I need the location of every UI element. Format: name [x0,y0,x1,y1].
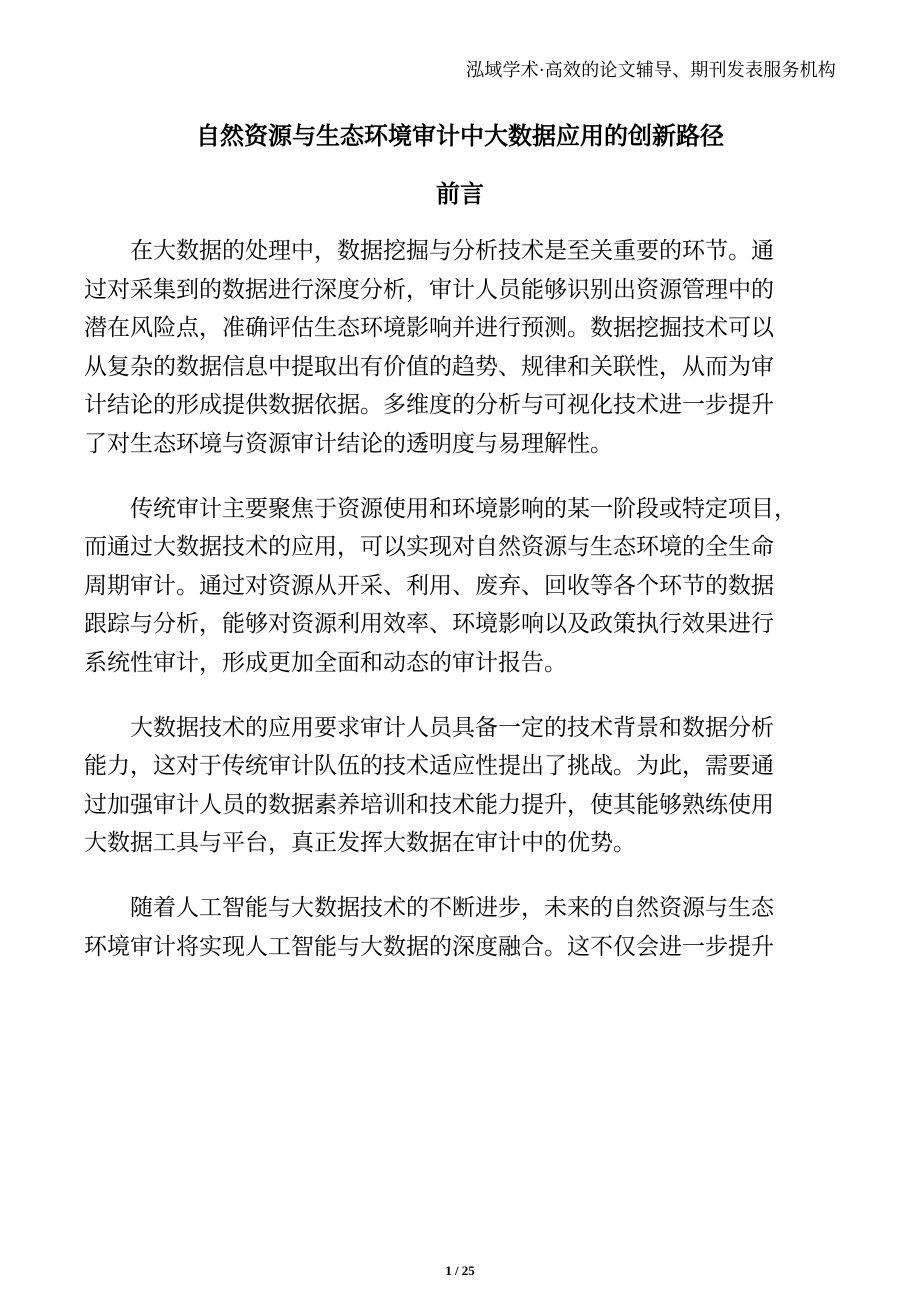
page-header: 泓域学术·高效的论文辅导、期刊发表服务机构 [466,60,836,81]
text-line: 潜在风险点，准确评估生态环境影响并进行预测。数据挖掘技术可以 [84,315,774,342]
section-heading-preface: 前言 [436,180,484,208]
paragraph-2 [84,490,830,683]
text-line: 能力，这对于传统审计队伍的技术适应性提出了挑战。为此，需要通 [84,753,774,780]
document-body [84,232,830,992]
text-line: 从复杂的数据信息中提取出有价值的趋势、规律和关联性，从而为审 [84,353,774,380]
page-number: 1 / 25 [445,1263,475,1278]
text-line: 在大数据的处理中，数据挖掘与分析技术是至关重要的环节。通 [130,238,774,264]
paragraph-3 [84,709,830,863]
text-line: 传统审计主要聚焦于资源使用和环境影响的某一阶段或特定项目， [130,495,797,522]
text-line: 过对采集到的数据进行深度分析，审计人员能够识别出资源管理中的 [84,276,774,303]
text-line: 计结论的形成提供数据依据。多维度的分析与可视化技术进一步提升 [84,392,774,419]
text-line: 跟踪与分析，能够对资源利用效率、环境影响以及政策执行效果进行 [84,611,774,638]
text-line: 而通过大数据技术的应用，可以实现对自然资源与生态环境的全生命 [84,534,774,561]
text-line: 大数据技术的应用要求审计人员具备一定的技术背景和数据分析 [130,714,774,741]
text-line: 了对生态环境与资源审计结论的透明度与易理解性。 [84,430,613,457]
text-line: 随着人工智能与大数据技术的不断进步，未来的自然资源与生态 [130,894,774,921]
paragraph-4 [84,889,830,966]
text-line: 系统性审计，形成更加全面和动态的审计报告。 [84,649,567,676]
text-line: 过加强审计人员的数据素养培训和技术能力提升，使其能够熟练使用 [84,791,774,818]
text-line: 大数据工具与平台，真正发挥大数据在审计中的优势。 [84,830,636,857]
text-line: 环境审计将实现人工智能与大数据的深度融合。这不仅会进一步提升 [84,933,774,960]
text-line: 周期审计。通过对资源从开采、利用、废弃、回收等各个环节的数据 [84,572,774,599]
document-title: 自然资源与生态环境审计中大数据应用的创新路径 [196,122,724,150]
paragraph-1 [84,232,830,464]
